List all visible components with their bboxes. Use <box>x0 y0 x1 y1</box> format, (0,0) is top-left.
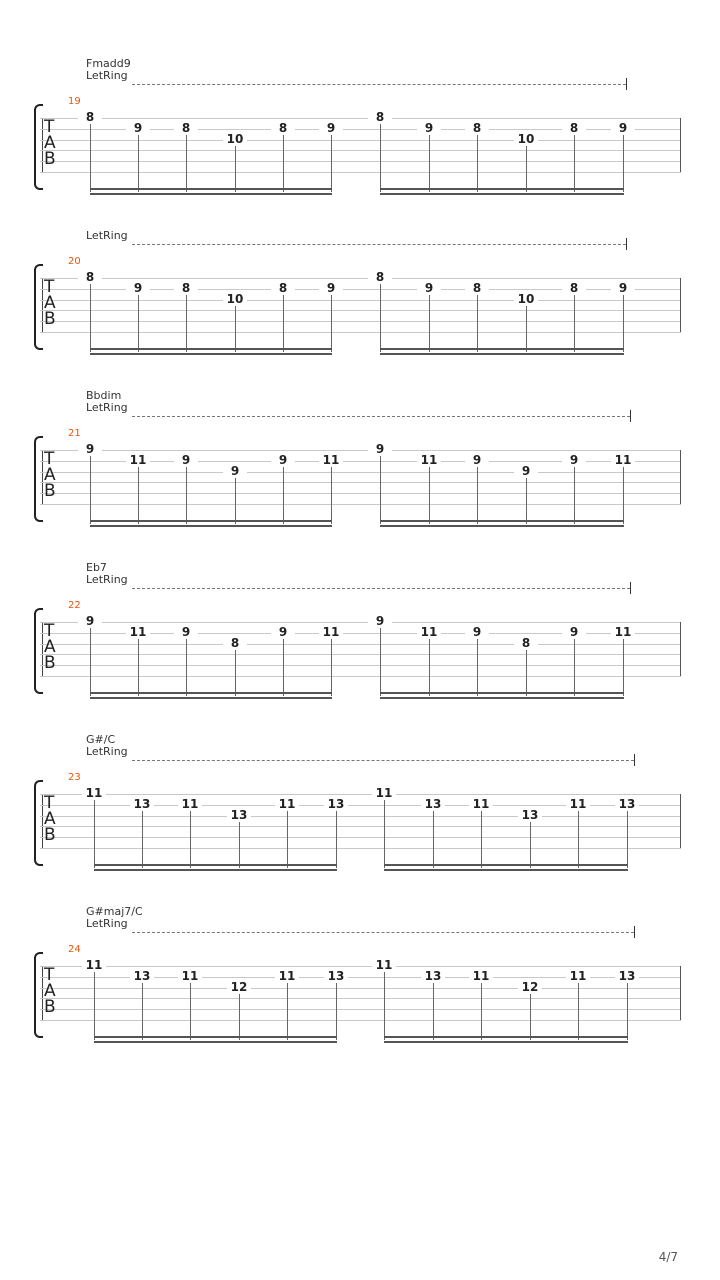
fret-number: 8 <box>368 271 392 284</box>
fret-number: 11 <box>566 798 590 811</box>
note-stem <box>239 822 240 868</box>
fret-number: 8 <box>174 122 198 135</box>
let-ring-end-mark <box>626 238 627 250</box>
note-stem <box>477 295 478 352</box>
fret-number: 9 <box>417 282 441 295</box>
note-stem <box>94 800 95 868</box>
tab-clef-letter: A <box>44 465 56 485</box>
chord-name: G#/C <box>86 733 116 746</box>
end-barline <box>680 278 681 332</box>
fret-number: 11 <box>126 454 150 467</box>
tab-string-line <box>40 482 681 483</box>
note-beam <box>94 869 337 871</box>
note-stem <box>94 972 95 1040</box>
tab-clef-letter: T <box>44 449 55 469</box>
note-stem <box>142 983 143 1040</box>
note-stem <box>90 284 91 352</box>
note-stem <box>526 478 527 524</box>
tab-clef-letter: B <box>44 481 56 501</box>
fret-number: 9 <box>465 626 489 639</box>
end-barline <box>680 118 681 172</box>
tab-string-line <box>40 816 681 817</box>
chord-name: Eb7 <box>86 561 107 574</box>
note-stem <box>574 295 575 352</box>
note-stem <box>627 811 628 868</box>
fret-number: 13 <box>421 798 445 811</box>
note-stem <box>623 639 624 696</box>
fret-number: 13 <box>615 798 639 811</box>
fret-number: 11 <box>319 454 343 467</box>
note-beam <box>90 692 332 694</box>
measure-number: 23 <box>68 772 81 783</box>
fret-number: 13 <box>130 970 154 983</box>
tab-string-line <box>40 278 681 279</box>
note-stem <box>384 800 385 868</box>
note-stem <box>380 628 381 696</box>
tab-system <box>0 216 720 366</box>
note-beam <box>380 520 624 522</box>
fret-number: 8 <box>465 282 489 295</box>
measure-number: 21 <box>68 428 81 439</box>
fret-number: 11 <box>275 970 299 983</box>
note-beam <box>380 193 624 195</box>
tab-clef-letter: A <box>44 293 56 313</box>
let-ring-label: LetRing <box>86 917 128 930</box>
note-stem <box>526 650 527 696</box>
tab-string-line <box>40 161 681 162</box>
fret-number: 10 <box>514 133 538 146</box>
measure-number: 20 <box>68 256 81 267</box>
staff-bracket <box>42 794 43 848</box>
note-beam <box>94 1036 337 1038</box>
fret-number: 8 <box>514 637 538 650</box>
note-stem <box>235 306 236 352</box>
note-beam <box>384 1041 628 1043</box>
fret-number: 8 <box>223 637 247 650</box>
note-beam <box>384 869 628 871</box>
note-stem <box>186 467 187 524</box>
note-stem <box>336 811 337 868</box>
note-beam <box>380 188 624 190</box>
fret-number: 9 <box>174 626 198 639</box>
measure-number: 19 <box>68 96 81 107</box>
note-stem <box>138 467 139 524</box>
fret-number: 9 <box>368 615 392 628</box>
tab-string-line <box>40 472 681 473</box>
note-stem <box>477 135 478 192</box>
tab-clef-letter: T <box>44 965 55 985</box>
note-beam <box>380 353 624 355</box>
note-stem <box>138 295 139 352</box>
let-ring-dash-line <box>132 244 626 245</box>
note-stem <box>477 639 478 696</box>
fret-number: 12 <box>227 981 251 994</box>
note-beam <box>90 353 332 355</box>
tab-string-line <box>40 150 681 151</box>
fret-number: 9 <box>78 443 102 456</box>
let-ring-dash-line <box>132 588 630 589</box>
fret-number: 11 <box>611 454 635 467</box>
fret-number: 11 <box>126 626 150 639</box>
tab-clef-letter: A <box>44 981 56 1001</box>
tab-clef-letter: A <box>44 637 56 657</box>
fret-number: 13 <box>130 798 154 811</box>
end-barline <box>680 450 681 504</box>
fret-number: 8 <box>368 111 392 124</box>
fret-number: 9 <box>126 282 150 295</box>
fret-number: 11 <box>372 959 396 972</box>
note-stem <box>429 295 430 352</box>
note-stem <box>331 135 332 192</box>
fret-number: 10 <box>514 293 538 306</box>
note-stem <box>235 478 236 524</box>
note-stem <box>578 811 579 868</box>
tab-string-line <box>40 665 681 666</box>
fret-number: 9 <box>611 282 635 295</box>
tab-clef-letter: T <box>44 117 55 137</box>
note-stem <box>138 639 139 696</box>
staff-bracket <box>42 278 43 332</box>
fret-number: 13 <box>421 970 445 983</box>
chord-name: Fmadd9 <box>86 57 131 70</box>
fret-number: 8 <box>562 282 586 295</box>
fret-number: 13 <box>324 798 348 811</box>
fret-number: 9 <box>514 465 538 478</box>
tab-clef-letter: T <box>44 793 55 813</box>
note-stem <box>186 295 187 352</box>
fret-number: 10 <box>223 133 247 146</box>
let-ring-dash-line <box>132 932 634 933</box>
tab-string-line <box>40 676 681 677</box>
note-stem <box>429 135 430 192</box>
let-ring-label: LetRing <box>86 573 128 586</box>
note-stem <box>627 983 628 1040</box>
note-stem <box>574 639 575 696</box>
note-stem <box>235 650 236 696</box>
fret-number: 9 <box>126 122 150 135</box>
tab-system <box>0 56 720 206</box>
fret-number: 13 <box>518 809 542 822</box>
note-stem <box>287 983 288 1040</box>
fret-number: 8 <box>271 122 295 135</box>
let-ring-end-mark <box>634 754 635 766</box>
note-stem <box>186 135 187 192</box>
tab-string-line <box>40 140 681 141</box>
note-beam <box>90 193 332 195</box>
let-ring-end-mark <box>626 78 627 90</box>
let-ring-label: LetRing <box>86 745 128 758</box>
end-barline <box>680 794 681 848</box>
note-stem <box>477 467 478 524</box>
tab-string-line <box>40 1020 681 1021</box>
note-stem <box>331 639 332 696</box>
fret-number: 11 <box>611 626 635 639</box>
fret-number: 9 <box>271 454 295 467</box>
let-ring-dash-line <box>132 84 626 85</box>
fret-number: 11 <box>178 970 202 983</box>
note-stem <box>142 811 143 868</box>
note-beam <box>380 348 624 350</box>
tab-string-line <box>40 504 681 505</box>
note-beam <box>90 697 332 699</box>
note-stem <box>433 983 434 1040</box>
note-beam <box>384 864 628 866</box>
note-beam <box>90 525 332 527</box>
fret-number: 11 <box>82 787 106 800</box>
fret-number: 9 <box>78 615 102 628</box>
tab-clef-letter: B <box>44 997 56 1017</box>
tab-clef-letter: T <box>44 621 55 641</box>
tab-string-line <box>40 622 681 623</box>
let-ring-end-mark <box>630 582 631 594</box>
note-beam <box>90 348 332 350</box>
tab-string-line <box>40 826 681 827</box>
fret-number: 9 <box>368 443 392 456</box>
fret-number: 9 <box>611 122 635 135</box>
fret-number: 9 <box>174 454 198 467</box>
note-stem <box>190 983 191 1040</box>
note-stem <box>623 467 624 524</box>
tab-string-line <box>40 998 681 999</box>
note-stem <box>90 628 91 696</box>
tab-clef-letter: B <box>44 825 56 845</box>
tab-clef-letter: A <box>44 133 56 153</box>
tab-string-line <box>40 644 681 645</box>
staff-bracket <box>42 622 43 676</box>
note-stem <box>90 456 91 524</box>
fret-number: 11 <box>417 626 441 639</box>
tab-string-line <box>40 848 681 849</box>
note-beam <box>94 1041 337 1043</box>
note-stem <box>283 467 284 524</box>
let-ring-end-mark <box>630 410 631 422</box>
note-stem <box>433 811 434 868</box>
staff-bracket <box>42 118 43 172</box>
let-ring-label: LetRing <box>86 401 128 414</box>
note-stem <box>623 135 624 192</box>
note-stem <box>90 124 91 192</box>
fret-number: 11 <box>82 959 106 972</box>
note-stem <box>623 295 624 352</box>
note-stem <box>138 135 139 192</box>
fret-number: 9 <box>319 122 343 135</box>
tab-string-line <box>40 118 681 119</box>
measure-number: 22 <box>68 600 81 611</box>
note-stem <box>429 467 430 524</box>
chord-name: Bbdim <box>86 389 122 402</box>
note-beam <box>380 692 624 694</box>
fret-number: 11 <box>566 970 590 983</box>
note-stem <box>578 983 579 1040</box>
note-stem <box>239 994 240 1040</box>
tab-string-line <box>40 493 681 494</box>
tab-string-line <box>40 988 681 989</box>
tab-string-line <box>40 310 681 311</box>
fret-number: 11 <box>178 798 202 811</box>
fret-number: 11 <box>319 626 343 639</box>
fret-number: 8 <box>78 111 102 124</box>
note-stem <box>283 135 284 192</box>
fret-number: 11 <box>469 970 493 983</box>
tab-system <box>0 388 720 538</box>
fret-number: 8 <box>271 282 295 295</box>
fret-number: 9 <box>562 454 586 467</box>
fret-number: 9 <box>562 626 586 639</box>
let-ring-dash-line <box>132 760 634 761</box>
fret-number: 13 <box>324 970 348 983</box>
note-stem <box>530 822 531 868</box>
tab-string-line <box>40 172 681 173</box>
fret-number: 11 <box>372 787 396 800</box>
staff-bracket <box>42 450 43 504</box>
note-stem <box>336 983 337 1040</box>
fret-number: 9 <box>417 122 441 135</box>
note-beam <box>94 864 337 866</box>
let-ring-label: LetRing <box>86 229 128 242</box>
note-beam <box>90 520 332 522</box>
fret-number: 8 <box>174 282 198 295</box>
fret-number: 12 <box>518 981 542 994</box>
tab-string-line <box>40 654 681 655</box>
tab-clef-letter: B <box>44 653 56 673</box>
let-ring-end-mark <box>634 926 635 938</box>
tab-clef-letter: B <box>44 309 56 329</box>
fret-number: 13 <box>227 809 251 822</box>
staff-bracket <box>42 966 43 1020</box>
tab-system <box>0 732 720 882</box>
fret-number: 8 <box>465 122 489 135</box>
fret-number: 9 <box>465 454 489 467</box>
note-stem <box>287 811 288 868</box>
tab-string-line <box>40 300 681 301</box>
note-stem <box>481 983 482 1040</box>
tab-clef-letter: T <box>44 277 55 297</box>
let-ring-dash-line <box>132 416 630 417</box>
note-stem <box>481 811 482 868</box>
tab-string-line <box>40 321 681 322</box>
fret-number: 9 <box>271 626 295 639</box>
tab-system <box>0 560 720 710</box>
note-beam <box>380 525 624 527</box>
note-stem <box>283 295 284 352</box>
tab-clef-letter: B <box>44 149 56 169</box>
tab-string-line <box>40 966 681 967</box>
fret-number: 8 <box>562 122 586 135</box>
note-beam <box>380 697 624 699</box>
tab-string-line <box>40 837 681 838</box>
tab-string-line <box>40 794 681 795</box>
fret-number: 9 <box>223 465 247 478</box>
tab-string-line <box>40 450 681 451</box>
note-stem <box>380 456 381 524</box>
tab-system <box>0 904 720 1054</box>
note-stem <box>331 295 332 352</box>
let-ring-label: LetRing <box>86 69 128 82</box>
note-stem <box>574 467 575 524</box>
end-barline <box>680 622 681 676</box>
note-stem <box>190 811 191 868</box>
note-stem <box>186 639 187 696</box>
note-stem <box>429 639 430 696</box>
note-beam <box>90 188 332 190</box>
note-stem <box>526 146 527 192</box>
measure-number: 24 <box>68 944 81 955</box>
fret-number: 8 <box>78 271 102 284</box>
note-stem <box>574 135 575 192</box>
page-number: 4/7 <box>658 1250 678 1264</box>
note-stem <box>530 994 531 1040</box>
note-stem <box>526 306 527 352</box>
tab-string-line <box>40 332 681 333</box>
note-stem <box>384 972 385 1040</box>
fret-number: 11 <box>469 798 493 811</box>
fret-number: 10 <box>223 293 247 306</box>
note-stem <box>235 146 236 192</box>
fret-number: 11 <box>417 454 441 467</box>
tab-clef-letter: A <box>44 809 56 829</box>
end-barline <box>680 966 681 1020</box>
note-beam <box>384 1036 628 1038</box>
fret-number: 13 <box>615 970 639 983</box>
note-stem <box>283 639 284 696</box>
note-stem <box>331 467 332 524</box>
tab-string-line <box>40 1009 681 1010</box>
note-stem <box>380 284 381 352</box>
chord-name: G#maj7/C <box>86 905 143 918</box>
note-stem <box>380 124 381 192</box>
fret-number: 11 <box>275 798 299 811</box>
fret-number: 9 <box>319 282 343 295</box>
